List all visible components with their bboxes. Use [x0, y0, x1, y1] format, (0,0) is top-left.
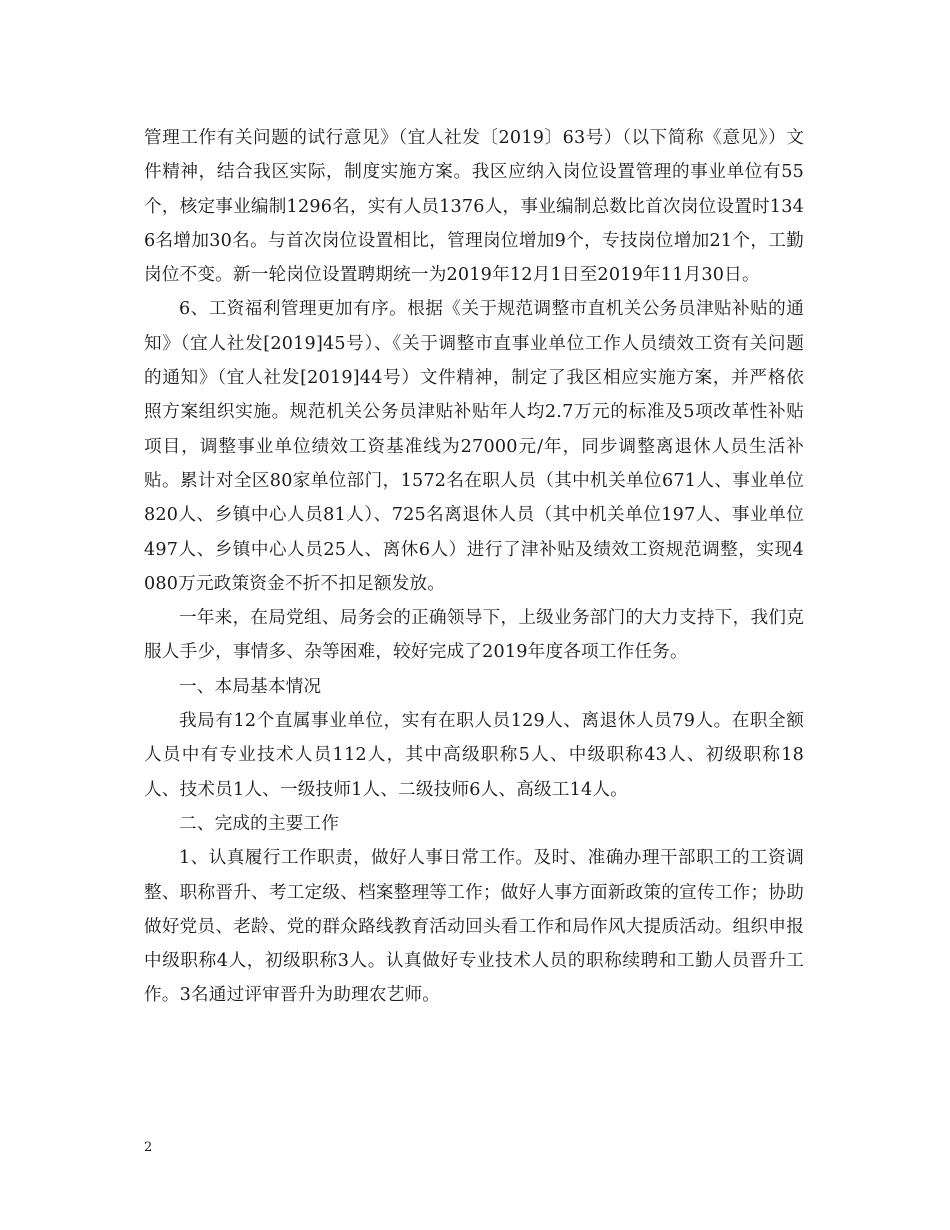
document-body [144, 121, 804, 1013]
paragraph-bureau-staff: 我局有12个直属事业单位，实有在职人员129人、离退休人员79人。在职全额人员中有专业技术人员112人，其中高级职称5人、中级职称43人、初级职称18人、技术员1人、一级技师1人、二级技师6人、高级工14人。 [144, 711, 804, 800]
section-heading-main-work: 二、完成的主要工作 [179, 813, 340, 834]
paragraph-year-summary: 一年来，在局党组、局务会的正确领导下，上级业务部门的大力支持下，我们克服人手少，事情多、杂等困难，较好完成了2019年度各项工作任务。 [144, 608, 804, 663]
paragraph-continued: 管理工作有关问题的试行意见》（宜人社发〔2019〕63号）（以下简称《意见》）文件精神，结合我区实际，制度实施方案。我区应纳入岗位设置管理的事业单位有55个，核定事业编制1296名，实有人员1376人，事业编制总数比首次岗位设置时1346名增加30名。与首次岗位设置相比，管理岗位增加9个，专技岗位增加21个，工勤岗位不变。新一轮岗位设置聘期统一为2019年12月1日至2019年11月30日。 [144, 128, 804, 286]
section-heading-basic-situation: 一、本局基本情况 [179, 676, 322, 697]
paragraph-wage-welfare: 6、工资福利管理更加有序。根据《关于规范调整市直机关公务员津贴补贴的通知》（宜人社发[2019]45号）、《关于调整市直事业单位工作人员绩效工资有关问题的通知》（宜人社发[2019]44号）文件精神，制定了我区相应实施方案，并严格依照方案组织实施。规范机关公务员津贴补贴年人均2.7万元的标准及5项改革性补贴项目，调整事业单位绩效工资基准线为27000元/年，同步调整离退休人员生活补贴。累计对全区80家单位部门，1572名在职人员（其中机关单位671人、事业单位820人、乡镇中心人员81人）、725名离退休人员（其中机关单位197人、事业单位497人、乡镇中心人员25人、离休6人）进行了津补贴及绩效工资规范调整，实现4080万元政策资金不折不扣足额发放。 [144, 299, 804, 594]
paragraph-personnel-work: 1、认真履行工作职责，做好人事日常工作。及时、准确办理干部职工的工资调整、职称晋升、考工定级、档案整理等工作；做好人事方面新政策的宣传工作；协助做好党员、老龄、党的群众路线教育活动回头看工作和局作风大提质活动。组织申报中级职称4人，初级职称3人。认真做好专业技术人员的职称续聘和工勤人员晋升工作。3名通过评审晋升为助理农艺师。 [144, 848, 804, 1006]
page-number: 2 [144, 1140, 153, 1155]
